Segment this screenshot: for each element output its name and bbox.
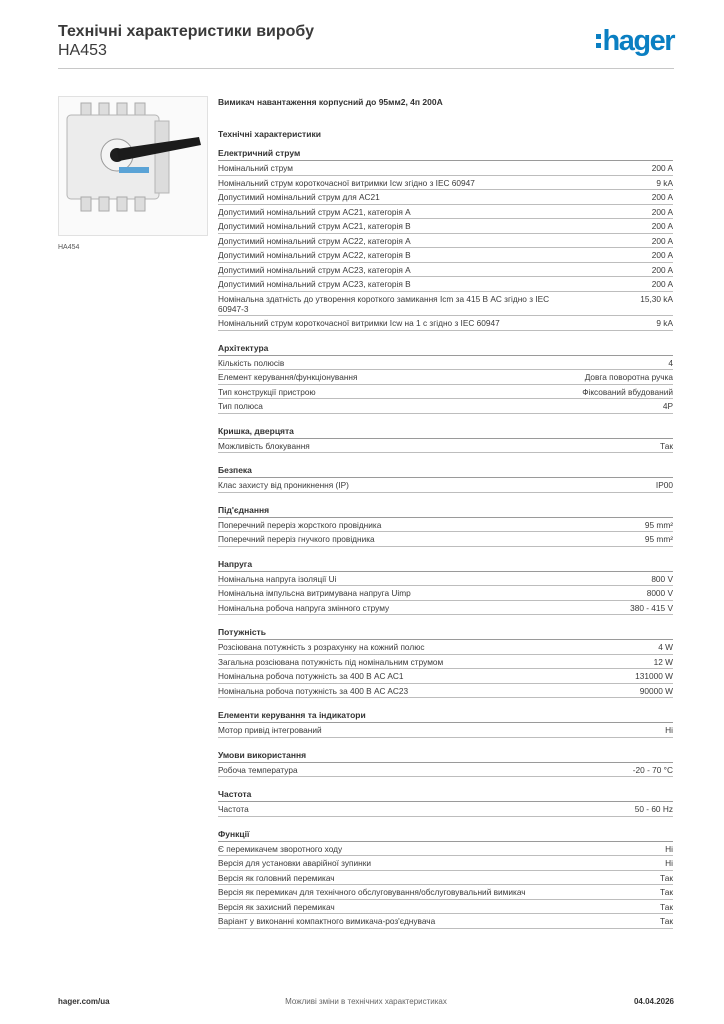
spec-label: Допустимий номінальний струм AC22, категорія A [218,235,411,246]
spec-value: Ні [665,843,673,854]
spec-value: 9 kA [656,177,673,188]
spec-value: 12 W [653,656,673,667]
spec-row [218,316,673,331]
spec-label: Поперечний переріз жорсткого провідника [218,519,382,530]
spec-row [218,176,673,191]
spec-row [218,684,673,699]
footer-website: hager.com/ua [58,997,110,1006]
page-header [58,22,674,60]
spec-row [218,842,673,857]
spec-section [218,789,673,817]
spec-label: Номінальна робоча напруга змінного струму [218,602,390,613]
spec-row [218,885,673,900]
spec-value: Фіксований вбудований [582,386,673,397]
spec-section [218,426,673,454]
page-title: Технічні характеристики виробу [58,23,314,40]
spec-value: 8000 V [646,588,673,598]
image-caption: HA454 [58,244,80,251]
spec-value: 4 W [658,642,673,652]
spec-row [218,356,673,371]
spec-row [218,399,673,414]
spec-section [218,465,673,493]
spec-label: Тип полюса [218,401,263,411]
spec-row [218,655,673,670]
spec-row [218,723,673,738]
spec-row [218,478,673,493]
spec-value: 200 A [651,206,673,217]
spec-value: Так [660,887,673,897]
spec-label: Номінальний струм короткочасної витримки Icw на 1 с згідно з IEC 60947 [218,318,500,328]
spec-label: Допустимий номінальний струм AC23, категорія A [218,264,411,275]
spec-section [218,750,673,778]
logo-dots-icon [596,34,601,52]
spec-row [218,871,673,886]
spec-value: 200 A [651,221,673,231]
spec-label: Клас захисту від проникнення (IP) [218,480,349,490]
spec-label: Допустимий номінальний струм AC23, категорія B [218,279,411,289]
spec-section [218,343,673,414]
spec-label: Допустимий номінальний струм для AC21 [218,192,380,202]
spec-value: Ні [665,725,673,735]
spec-row [218,205,673,220]
spec-label: Номінальний струм [218,163,293,173]
spec-value: Ні [665,858,673,868]
product-description: Вимикач навантаження корпусний до 95мм2, 4п 200А [218,97,443,107]
spec-label: Елемент керування/функціонування [218,372,358,382]
logo-text: hager [602,25,674,57]
spec-value: Так [660,916,673,926]
hager-logo [596,25,674,58]
spec-label: Версія як головний перемикач [218,872,335,883]
spec-row [218,640,673,655]
section-title: Кришка, дверцята [218,426,673,439]
spec-label: Поперечний переріз гнучкого провідника [218,534,375,544]
section-title: Безпека [218,465,673,478]
spec-value: 800 V [651,573,673,584]
spec-row [218,292,673,317]
spec-value: 95 mm² [644,534,673,544]
spec-value: 4 [668,357,673,368]
spec-value: 200 A [651,192,673,202]
spec-row [218,263,673,278]
spec-row [218,234,673,249]
section-title: Умови використання [218,750,673,763]
spec-row [218,385,673,400]
spec-value: -20 - 70 °C [632,764,673,775]
product-image [58,96,208,236]
spec-label: Частота [218,804,249,814]
spec-section [218,559,673,616]
spec-label: Номінальна напруга ізоляції Ui [218,573,337,584]
spec-value: Так [660,872,673,883]
spec-label: Розсіювана потужність з розрахунку на кожний полюс [218,642,425,652]
spec-value: Так [660,901,673,912]
spec-value: 9 kA [656,318,673,328]
spec-section [218,829,673,929]
spec-value: 15,30 kA [640,293,673,304]
spec-row [218,248,673,263]
spec-label: Номінальна здатність до утворення короткого замикання Icm за 415 В AC згідно з IEC 60947-3 [218,293,550,314]
spec-value: Довга поворотна ручка [584,372,673,382]
spec-label: Кількість полюсів [218,357,285,368]
spec-label: Варіант у виконанні компактного вимикача-роз'єднувача [218,916,436,926]
section-title: Електричний струм [218,148,673,161]
spec-label: Тип конструкції пристрою [218,386,316,397]
spec-row [218,190,673,205]
spec-value: 95 mm² [644,519,673,530]
spec-label: Версія як перемикач для технічного обслуговування/обслуговувальний вимикач [218,887,526,897]
spec-value: 200 A [651,235,673,246]
spec-label: Номінальний струм короткочасної витримки Icw згідно з IEC 60947 [218,177,475,188]
spec-row [218,669,673,684]
spec-label: Є перемикачем зворотного ходу [218,843,343,854]
section-title: Напруга [218,559,673,572]
section-title: Потужність [218,627,673,640]
spec-value: 200 A [651,279,673,289]
spec-label: Номінальна робоча потужність за 400 В AC AC23 [218,685,409,696]
spec-row [218,572,673,587]
spec-label: Можливість блокування [218,440,310,451]
spec-section [218,505,673,547]
spec-value: Так [660,440,673,451]
spec-row [218,601,673,616]
spec-section [218,627,673,698]
section-title: Частота [218,789,673,802]
spec-value: 90000 W [639,685,673,696]
spec-row [218,219,673,234]
spec-value: 4P [662,401,673,411]
spec-sections [218,148,673,929]
section-title: Архітектура [218,343,673,356]
section-title: Під'єднання [218,505,673,518]
spec-value: IP00 [655,480,673,490]
spec-label: Допустимий номінальний струм AC22, категорія B [218,250,411,260]
section-title: Функції [218,829,673,842]
spec-label: Допустимий номінальний струм AC21, категорія B [218,221,411,231]
spec-row [218,763,673,778]
spec-value: 50 - 60 Hz [634,804,673,814]
footer-notice: Можливі зміни в технічних характеристиках [285,997,447,1006]
spec-row [218,518,673,533]
spec-section [218,710,673,738]
spec-value: 200 A [651,163,673,173]
spec-value: 200 A [651,250,673,260]
spec-row [218,370,673,385]
spec-content [218,97,673,941]
spec-heading: Технічні характеристики [218,129,321,139]
spec-row [218,856,673,871]
spec-row [218,914,673,929]
spec-label: Номінальна імпульсна витримувана напруга Uimp [218,588,411,598]
spec-label: Версія для установки аварійної зупинки [218,858,372,868]
spec-row [218,439,673,454]
spec-label: Номінальна робоча потужність за 400 В AC AC1 [218,671,404,681]
spec-value: 200 A [651,264,673,275]
product-code: HA453 [58,42,107,59]
spec-label: Загальна розсіювана потужність під номінальним струмом [218,656,444,667]
spec-row [218,900,673,915]
spec-value: 380 - 415 V [630,602,673,613]
spec-row [218,277,673,292]
spec-row [218,161,673,176]
spec-row [218,802,673,817]
section-title: Елементи керування та індикатори [218,710,673,723]
spec-label: Мотор привід інтегрований [218,725,322,735]
spec-value: 131000 W [635,671,673,681]
spec-label: Допустимий номінальний струм AC21, категорія A [218,206,411,217]
switch-disconnector-icon [59,97,207,235]
header-divider [58,68,674,69]
spec-row [218,586,673,601]
spec-label: Робоча температура [218,764,298,775]
spec-section [218,148,673,331]
footer-date: 04.04.2026 [633,997,674,1006]
spec-row [218,532,673,547]
spec-label: Версія як захисний перемикач [218,901,335,912]
